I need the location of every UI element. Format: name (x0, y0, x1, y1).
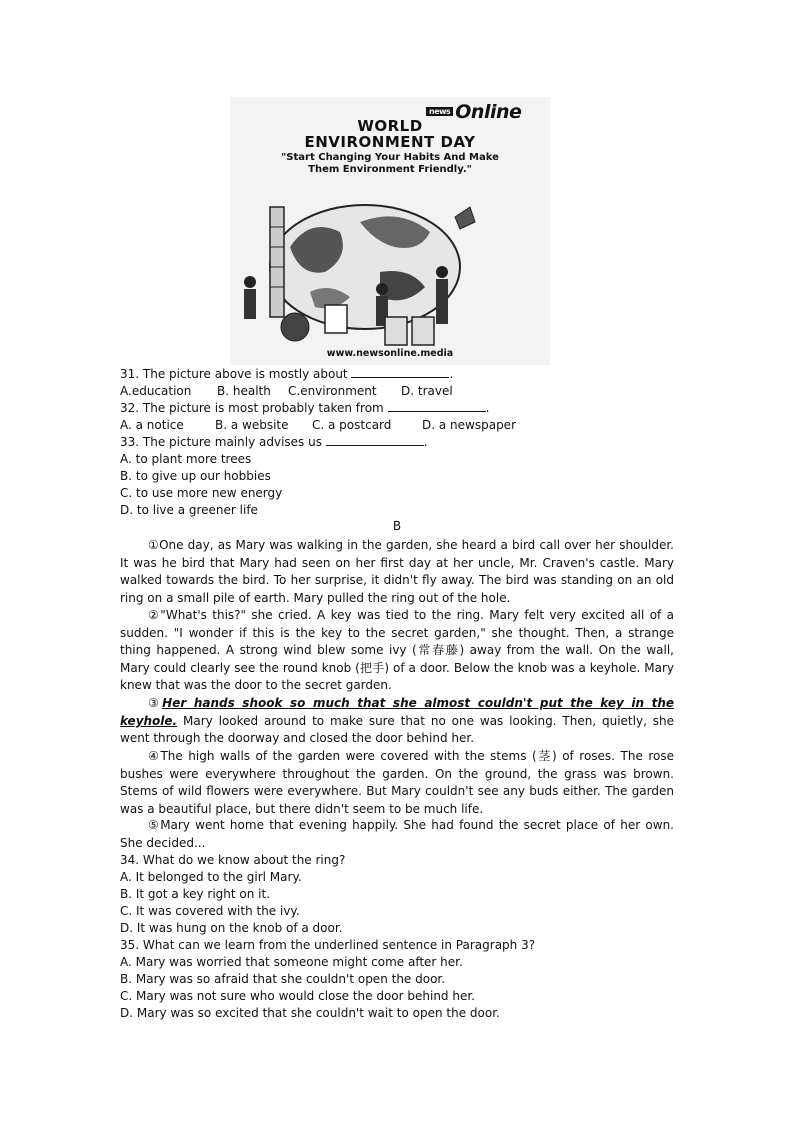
question-31 (120, 366, 453, 383)
option-34b[interactable]: B. It got a key right on it. (120, 887, 271, 901)
option-34c[interactable]: C. It was covered with the ivy. (120, 904, 300, 918)
person-icon (436, 266, 448, 278)
option-31c[interactable]: C.environment (288, 384, 377, 398)
option-35a[interactable]: A. Mary was worried that someone might come after her. (120, 955, 463, 969)
question-32-stem: 32. The picture is most probably taken from (120, 401, 384, 415)
bin-icon (385, 317, 407, 345)
poster-url: www.newsonline.media (326, 348, 454, 359)
question-33-end: . (423, 435, 428, 449)
paragraph-3-marker: ③ (148, 696, 163, 710)
poster-title-line2: ENVIRONMENT DAY (304, 133, 476, 151)
option-31b[interactable]: B. health (217, 384, 271, 398)
option-34a[interactable]: A. It belonged to the girl Mary. (120, 870, 302, 884)
section-label: B (392, 519, 402, 533)
paragraph-3 (120, 695, 674, 748)
poster-title-line1: WORLD (357, 117, 423, 135)
logo-small-text: news (426, 107, 453, 116)
question-34-stem: 34. What do we know about the ring? (120, 853, 346, 867)
option-35b[interactable]: B. Mary was so afraid that she couldn't open the door. (120, 972, 446, 986)
poster-slogan (230, 152, 550, 176)
option-35d[interactable]: D. Mary was so excited that she couldn't wait to open the door. (120, 1006, 500, 1020)
question-31-options (120, 383, 453, 400)
underlined-sentence: Her hands shook so much that she almost couldn't put the key in the keyhole. (120, 696, 674, 728)
question-32 (120, 400, 489, 417)
environment-day-poster (230, 97, 550, 365)
paragraph-1: ①One day, as Mary was walking in the garden, she heard a bird call over her shoulder. It was he bird that Mary had seen on her first day at her uncle, Mr. Craven's castle. Mary walked towards the bird. To her surprise, it didn't fly away. The bird was standing on an old ring on a small pile of earth. Mary pulled the ring out of the hole. (120, 538, 674, 605)
logo-main-text: Online (455, 101, 522, 123)
option-33a[interactable]: A. to plant more trees (120, 452, 252, 466)
poster-slogan-line1: "Start Changing Your Habits And Make (281, 152, 499, 163)
person-body (244, 289, 256, 319)
question-32-options (120, 417, 516, 434)
option-32c[interactable]: C. a postcard (312, 418, 392, 432)
option-32d[interactable]: D. a newspaper (422, 418, 516, 432)
person-icon (376, 283, 388, 295)
option-33b[interactable]: B. to give up our hobbies (120, 469, 271, 483)
paragraph-3-rest: Mary looked around to make sure that no one was looking. Then, quietly, she went through the doorway and closed the door behind her. (120, 713, 674, 746)
option-31d[interactable]: D. travel (401, 384, 453, 398)
ladder-icon (270, 207, 284, 317)
answer-blank-32[interactable] (388, 401, 486, 412)
option-34d[interactable]: D. It was hung on the knob of a door. (120, 921, 343, 935)
option-33c[interactable]: C. to use more new energy (120, 486, 283, 500)
question-32-end: . (485, 401, 490, 415)
question-33 (120, 434, 428, 451)
person-body (436, 279, 448, 324)
option-35c[interactable]: C. Mary was not sure who would close the door behind her. (120, 989, 475, 1003)
option-32a[interactable]: A. a notice (120, 418, 184, 432)
option-32b[interactable]: B. a website (215, 418, 289, 432)
option-31a[interactable]: A.education (120, 384, 192, 398)
globe-illustration (230, 177, 550, 347)
person-icon (244, 276, 256, 288)
question-33-stem: 33. The picture mainly advises us (120, 435, 322, 449)
bin-icon (412, 317, 434, 345)
question-31-stem: 31. The picture above is mostly about (120, 367, 348, 381)
paragraph-2: ②"What's this?" she cried. A key was tied to the ring. Mary felt very excited all of a sudden. "I wonder if this is the key to the secret garden," she thought. Then, a strange thing happened. A strong wind blew some ivy (常春藤) away from the wall. On the wall, Mary could clearly see the round knob (把手) of a door. Below the knob was a keyhole. Mary knew that was the door to the secret garden. (120, 608, 674, 693)
paragraph-5: ⑤Mary went home that evening happily. She had found the secret place of her own. She decided... (120, 818, 674, 850)
paragraph-4: ④The high walls of the garden were covered with the stems (茎) of roses. The rose bushes were everywhere throughout the garden. On the ground, the grass was brown. Stems of wild flowers were everywhere. But Mary couldn't see any buds either. The garden was a beautiful place, but there didn't seem to be much life. (120, 749, 674, 816)
paint-bucket-icon (455, 207, 475, 229)
option-33d[interactable]: D. to live a greener life (120, 503, 258, 517)
answer-blank-31[interactable] (351, 367, 449, 378)
bin-icon (325, 305, 347, 333)
poster-slogan-line2: Them Environment Friendly." (308, 164, 472, 175)
answer-blank-33[interactable] (326, 435, 424, 446)
question-31-end: . (449, 367, 454, 381)
wheel-icon (281, 313, 309, 341)
question-35-stem: 35. What can we learn from the underlined sentence in Paragraph 3? (120, 938, 536, 952)
